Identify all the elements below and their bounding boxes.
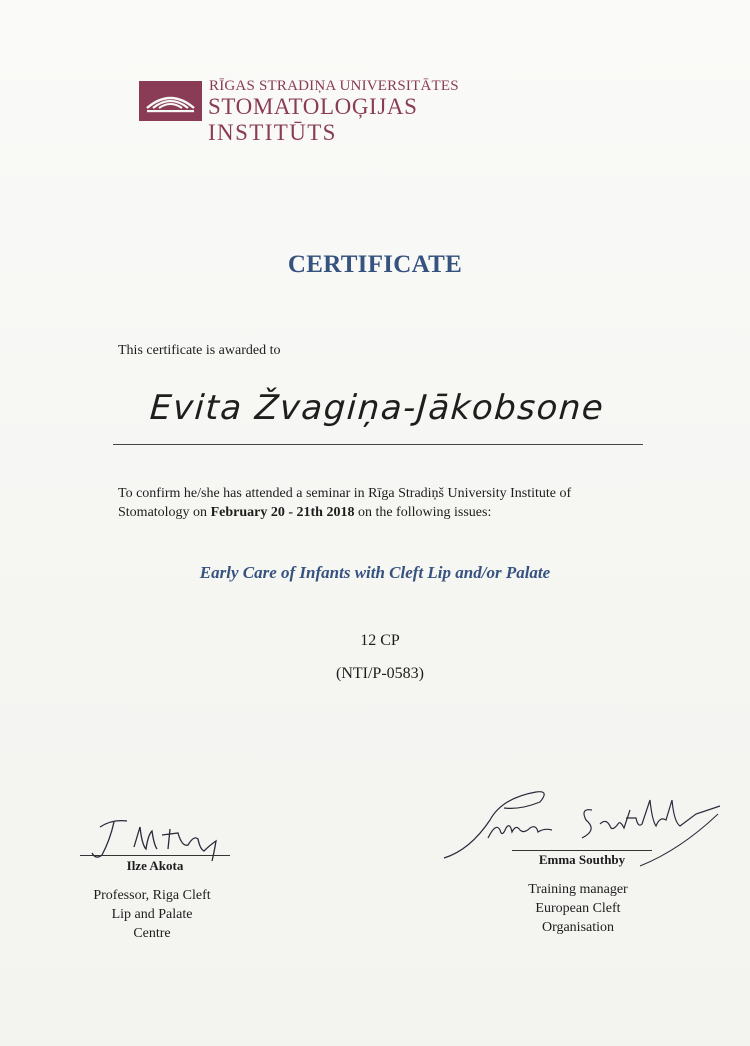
confirmation-pre: To confirm he/she has attended a seminar in Rīga Stradiņš University Institute of Stomatology on — [118, 486, 572, 520]
institution-line1: RĪGAS STRADIŅA UNIVERSITĀTES — [209, 78, 459, 94]
seminar-dates: February 20 - 21th 2018 — [210, 505, 355, 520]
signatory-left-name: Ilze Akota — [126, 858, 184, 873]
confirmation-post: on the following issues: — [354, 505, 492, 520]
signatory-right-role-line: Training manager — [528, 882, 628, 897]
signatory-left-role-line: Professor, Riga Cleft — [93, 888, 211, 903]
signature-left-icon — [82, 805, 247, 865]
signatory-right-role-line: European Cleft — [535, 901, 621, 916]
seminar-topic: Early Care of Infants with Cleft Lip and/or Palate — [199, 563, 551, 582]
recipient-name: Evita Žvagiņa-Jākobsone — [148, 388, 606, 428]
university-logo-icon — [139, 81, 202, 121]
signatory-right-name: Emma Southby — [538, 852, 626, 867]
recipient-underline — [113, 444, 643, 445]
signatory-right-role-line: Organisation — [541, 920, 615, 935]
certificate-title: CERTIFICATE — [287, 251, 463, 278]
awarded-text: This certificate is awarded to — [118, 343, 281, 358]
signatory-left-role — [72, 886, 232, 943]
certificate-code: (NTI/P-0583) — [336, 665, 424, 682]
signature-line-right — [512, 850, 652, 851]
signatory-left-role-line: Lip and Palate — [111, 907, 193, 922]
credit-points: 12 CP — [360, 632, 400, 649]
institution-line2: STOMATOLOĢIJAS — [208, 94, 418, 119]
signatory-left-role-line: Centre — [133, 926, 171, 941]
institution-line3: INSTITŪTS — [208, 120, 337, 145]
signatory-right-role — [498, 880, 658, 937]
confirmation-text — [118, 484, 638, 522]
signature-line-left — [80, 855, 230, 856]
